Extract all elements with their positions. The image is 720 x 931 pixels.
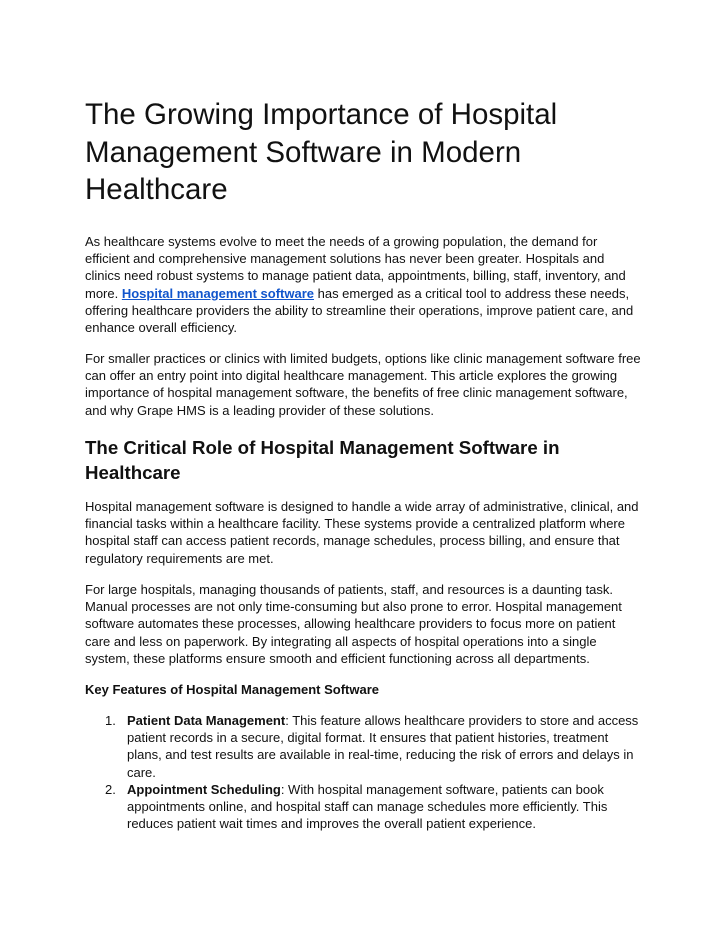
intro-paragraph bbox=[85, 233, 641, 336]
list-item-text: : This feature allows healthcare providers to store and access patient records in a secure, digital format. It ensures that patient histories, treatment plans, and test results are available in real-time, reducing the risk of errors and delays in care. bbox=[127, 713, 639, 780]
features-list bbox=[85, 712, 641, 832]
intro-text-after-link: has emerged as a critical tool to address these needs, offering healthcare providers the ability to streamline their operations, improve patient care, and enhance overall efficiency. bbox=[85, 285, 634, 336]
paragraph-hms-designed: Hospital management software is designed to handle a wide array of administrative, clinical, and financial tasks within a healthcare facility. These systems provide a centralized platform where hospital staff can access patient records, manage schedules, process billing, and ensure that regulatory requirements are met. bbox=[85, 499, 639, 566]
list-item-label: Patient Data Management bbox=[127, 713, 286, 728]
list-item-number: 1. bbox=[105, 713, 116, 728]
list-item bbox=[85, 712, 641, 781]
list-item-text: : With hospital management software, patients can book appointments online, and hospital staff can manage schedules more efficiently. This reduces patient wait times and improves the overall patient experience. bbox=[127, 781, 608, 832]
page-title: The Growing Importance of Hospital Management Software in Modern Healthcare bbox=[85, 98, 558, 206]
subheading-key-features: Key Features of Hospital Management Software bbox=[85, 682, 380, 697]
list-item-number: 2. bbox=[105, 781, 116, 797]
intro-text-before-link: As healthcare systems evolve to meet the needs of a growing population, the demand for efficient and comprehensive management solutions has never been greater. Hospitals and clinics need robust systems to manage patient data, appointments, billing, staff, inventory, and more. bbox=[85, 234, 626, 301]
paragraph-small-practices: For smaller practices or clinics with limited budgets, options like clinic management software free can offer an entry point into digital healthcare management. This article explores the growing importance of hospital management software, the benefits of free clinic management software, and why Grape HMS is a leading provider of these solutions. bbox=[85, 351, 641, 418]
list-item bbox=[85, 781, 641, 833]
list-item-label: Appointment Scheduling bbox=[127, 781, 281, 797]
hospital-management-software-link[interactable]: Hospital management software bbox=[121, 285, 314, 301]
section-heading-critical-role: The Critical Role of Hospital Management Software in Healthcare bbox=[85, 437, 560, 483]
paragraph-large-hospitals: For large hospitals, managing thousands of patients, staff, and resources is a daunting task. Manual processes are not only time-consuming but also prone to error. Hospital management software automates these processes, allowing healthcare providers to focus more on patient care and less on paperwork. By integrating all aspects of hospital operations into a single system, these platforms ensure smooth and efficient functioning across all departments. bbox=[85, 582, 622, 666]
